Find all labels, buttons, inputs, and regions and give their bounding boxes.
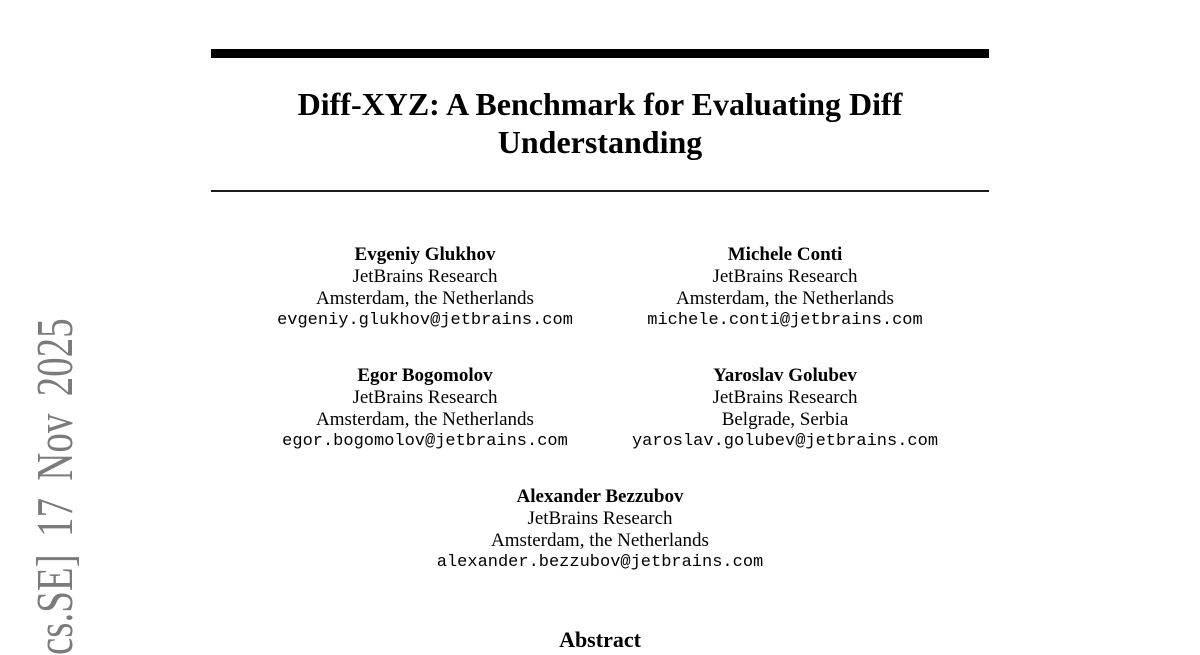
author-email: egor.bogomolov@jetbrains.com [282, 432, 568, 451]
author-location: Amsterdam, the Netherlands [316, 409, 534, 430]
author-affiliation: JetBrains Research [352, 387, 498, 408]
arxiv-sidebar-stamp: cs.SE] 17 Nov 2025 [27, 318, 84, 655]
author-location: Belgrade, Serbia [721, 409, 849, 430]
author-email: evgeniy.glukhov@jetbrains.com [277, 311, 573, 330]
paper-title-line-1: Diff-XYZ: A Benchmark for Evaluating Diff [297, 86, 903, 122]
title-top-bar [211, 49, 989, 58]
title-separator-rule [211, 190, 989, 192]
author-location: Amsterdam, the Netherlands [316, 288, 534, 309]
author-block [590, 365, 980, 453]
author-email: alexander.bezzubov@jetbrains.com [436, 553, 764, 572]
author-email: yaroslav.golubev@jetbrains.com [631, 432, 939, 451]
abstract-heading: Abstract [559, 627, 641, 652]
author-name: Egor Bogomolov [357, 365, 493, 386]
author-affiliation: JetBrains Research [712, 266, 858, 287]
author-block [590, 244, 980, 332]
author-affiliation: JetBrains Research [712, 387, 858, 408]
author-name: Alexander Bezzubov [516, 486, 684, 507]
paper-title [210, 85, 990, 161]
author-name: Evgeniy Glukhov [354, 244, 496, 265]
author-block [230, 365, 620, 453]
author-location: Amsterdam, the Netherlands [676, 288, 894, 309]
paper-title-line-2: Understanding [497, 124, 703, 160]
author-name: Michele Conti [727, 244, 843, 265]
author-block [405, 486, 795, 574]
author-affiliation: JetBrains Research [527, 508, 673, 529]
author-name: Yaroslav Golubev [713, 365, 857, 386]
author-location: Amsterdam, the Netherlands [491, 530, 709, 551]
author-email: michele.conti@jetbrains.com [647, 311, 923, 330]
author-block [230, 244, 620, 332]
author-affiliation: JetBrains Research [352, 266, 498, 287]
